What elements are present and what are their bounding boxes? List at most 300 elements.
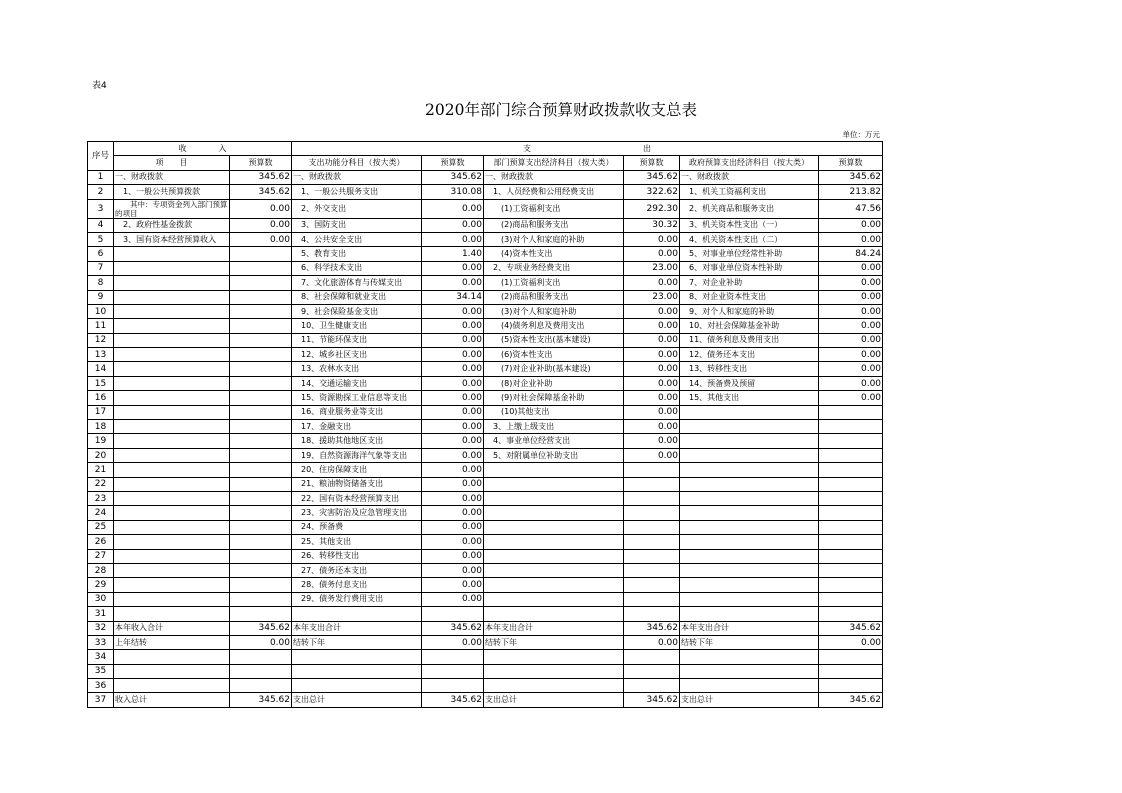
income-amount — [230, 506, 292, 520]
func-item: 12、城乡社区支出 — [292, 348, 422, 362]
gov-econ-item: 14、预备费及预留 — [680, 376, 819, 390]
dept-econ-amount: 23.00 — [624, 261, 680, 275]
gov-econ-item: 7、对企业补助 — [680, 276, 819, 290]
gov-econ-amount — [819, 650, 883, 664]
func-item: 28、债务付息支出 — [292, 578, 422, 592]
income-amount — [230, 549, 292, 563]
row-seq: 14 — [88, 362, 114, 376]
func-amount: 0.00 — [422, 348, 484, 362]
gov-econ-item — [680, 405, 819, 419]
gov-econ-amount — [819, 434, 883, 448]
func-amount — [422, 607, 484, 621]
row-seq: 11 — [88, 319, 114, 333]
table-number-label: 表4 — [92, 81, 107, 91]
gov-econ-amount: 0.00 — [819, 304, 883, 318]
income-item — [114, 405, 230, 419]
header-income: 收 入 — [114, 142, 292, 156]
table-row — [88, 232, 883, 246]
income-amount — [230, 333, 292, 347]
income-item — [114, 578, 230, 592]
income-amount — [230, 463, 292, 477]
gov-econ-item — [680, 420, 819, 434]
income-item: 其中：专项资金列入部门预算的项目 — [115, 199, 228, 218]
gov-econ-item: 支出总计 — [680, 693, 819, 707]
table-row — [88, 635, 883, 649]
gov-econ-item: 10、对社会保障基金补助 — [680, 319, 819, 333]
func-amount: 0.00 — [422, 535, 484, 549]
func-item: 一、财政拨款 — [292, 170, 422, 184]
gov-econ-item — [680, 506, 819, 520]
dept-econ-amount: 345.62 — [624, 170, 680, 184]
table-row — [88, 199, 883, 218]
gov-econ-amount — [819, 420, 883, 434]
dept-econ-amount: 0.00 — [624, 448, 680, 462]
income-amount — [230, 592, 292, 606]
income-item — [114, 535, 230, 549]
gov-econ-amount: 0.00 — [819, 391, 883, 405]
income-item — [114, 491, 230, 505]
func-amount — [422, 650, 484, 664]
dept-econ-item: 1、人员经费和公用经费支出 — [484, 185, 624, 199]
table-row — [88, 477, 883, 491]
income-amount — [230, 319, 292, 333]
func-item: 5、教育支出 — [292, 247, 422, 261]
func-amount: 0.00 — [422, 362, 484, 376]
gov-econ-item — [680, 664, 819, 678]
row-seq: 21 — [88, 463, 114, 477]
income-amount: 345.62 — [230, 185, 292, 199]
row-seq: 27 — [88, 549, 114, 563]
func-amount: 0.00 — [422, 304, 484, 318]
gov-econ-item: 一、财政拨款 — [680, 170, 819, 184]
func-item: 17、金融支出 — [292, 420, 422, 434]
gov-econ-item — [680, 563, 819, 577]
func-amount: 0.00 — [422, 391, 484, 405]
dept-econ-item — [484, 549, 624, 563]
income-item — [114, 276, 230, 290]
gov-econ-amount: 0.00 — [819, 635, 883, 649]
gov-econ-amount — [819, 578, 883, 592]
table-row — [88, 185, 883, 199]
row-seq: 19 — [88, 434, 114, 448]
income-amount: 0.00 — [230, 232, 292, 246]
income-item — [114, 463, 230, 477]
func-amount: 345.62 — [422, 170, 484, 184]
dept-econ-item: (4)资本性支出 — [484, 247, 624, 261]
row-seq: 24 — [88, 506, 114, 520]
table-row — [88, 348, 883, 362]
gov-econ-amount: 0.00 — [819, 276, 883, 290]
func-amount: 0.00 — [422, 232, 484, 246]
gov-econ-amount — [819, 664, 883, 678]
gov-econ-amount: 0.00 — [819, 362, 883, 376]
table-row — [88, 304, 883, 318]
dept-econ-amount: 0.00 — [624, 376, 680, 390]
dept-econ-item: 4、事业单位经营支出 — [484, 434, 624, 448]
func-item: 27、债务还本支出 — [292, 563, 422, 577]
gov-econ-item — [680, 650, 819, 664]
func-amount — [422, 664, 484, 678]
dept-econ-amount — [624, 592, 680, 606]
func-amount: 0.00 — [422, 491, 484, 505]
table-row — [88, 420, 883, 434]
income-amount — [230, 276, 292, 290]
gov-econ-amount — [819, 405, 883, 419]
dept-econ-amount: 0.00 — [624, 333, 680, 347]
table-row — [88, 376, 883, 390]
income-item: 本年收入合计 — [114, 621, 230, 635]
func-amount: 0.00 — [422, 376, 484, 390]
gov-econ-item — [680, 463, 819, 477]
income-amount — [230, 348, 292, 362]
gov-econ-item — [680, 607, 819, 621]
income-item: 收入总计 — [114, 693, 230, 707]
gov-econ-amount: 0.00 — [819, 261, 883, 275]
row-seq: 31 — [88, 607, 114, 621]
func-amount: 0.00 — [422, 563, 484, 577]
header-gov-econ: 政府预算支出经济科目（按大类） — [680, 156, 819, 170]
dept-econ-item: (2)商品和服务支出 — [484, 290, 624, 304]
dept-econ-amount: 0.00 — [624, 391, 680, 405]
income-item — [114, 391, 230, 405]
func-item: 结转下年 — [292, 635, 422, 649]
func-item: 3、国防支出 — [292, 218, 422, 232]
gov-econ-amount: 345.62 — [819, 621, 883, 635]
gov-econ-item: 5、对事业单位经常性补助 — [680, 247, 819, 261]
row-seq: 35 — [88, 664, 114, 678]
gov-econ-item: 9、对个人和家庭的补助 — [680, 304, 819, 318]
row-seq: 9 — [88, 290, 114, 304]
row-seq: 8 — [88, 276, 114, 290]
income-amount — [230, 405, 292, 419]
table-row — [88, 535, 883, 549]
row-seq: 1 — [88, 170, 114, 184]
dept-econ-item — [484, 506, 624, 520]
dept-econ-amount: 292.30 — [624, 199, 680, 218]
income-item — [114, 607, 230, 621]
income-item — [114, 362, 230, 376]
dept-econ-item: (6)资本性支出 — [484, 348, 624, 362]
dept-econ-amount: 0.00 — [624, 348, 680, 362]
income-item: 上年结转 — [114, 635, 230, 649]
table-row — [88, 290, 883, 304]
income-amount — [230, 679, 292, 693]
func-amount: 0.00 — [422, 635, 484, 649]
dept-econ-amount — [624, 463, 680, 477]
gov-econ-item: 13、转移性支出 — [680, 362, 819, 376]
gov-econ-item — [680, 549, 819, 563]
table-row — [88, 592, 883, 606]
func-amount: 345.62 — [422, 621, 484, 635]
gov-econ-amount: 47.56 — [819, 199, 883, 218]
gov-econ-item — [680, 448, 819, 462]
func-item: 21、粮油物资储备支出 — [292, 477, 422, 491]
func-item: 18、援助其他地区支出 — [292, 434, 422, 448]
income-amount — [230, 563, 292, 577]
income-amount: 345.62 — [230, 693, 292, 707]
func-item — [292, 650, 422, 664]
table-row — [88, 170, 883, 184]
row-seq: 10 — [88, 304, 114, 318]
unit-label: 单位：万元 — [842, 130, 880, 139]
header-amount: 预算数 — [819, 156, 883, 170]
dept-econ-amount — [624, 679, 680, 693]
gov-econ-amount — [819, 535, 883, 549]
dept-econ-item — [484, 491, 624, 505]
header-dept-econ: 部门预算支出经济科目（按大类） — [484, 156, 624, 170]
dept-econ-amount — [624, 491, 680, 505]
row-seq: 18 — [88, 420, 114, 434]
income-item — [114, 563, 230, 577]
dept-econ-item — [484, 535, 624, 549]
dept-econ-item — [484, 563, 624, 577]
dept-econ-item: (2)商品和服务支出 — [484, 218, 624, 232]
income-item — [114, 247, 230, 261]
gov-econ-item — [680, 491, 819, 505]
table-row — [88, 506, 883, 520]
gov-econ-amount: 213.82 — [819, 185, 883, 199]
gov-econ-amount: 0.00 — [819, 319, 883, 333]
gov-econ-item: 1、机关工资福利支出 — [680, 185, 819, 199]
func-item: 26、转移性支出 — [292, 549, 422, 563]
row-seq: 22 — [88, 477, 114, 491]
dept-econ-amount: 322.62 — [624, 185, 680, 199]
gov-econ-amount — [819, 506, 883, 520]
func-amount: 0.00 — [422, 592, 484, 606]
row-seq: 26 — [88, 535, 114, 549]
income-amount: 345.62 — [230, 621, 292, 635]
table-row — [88, 434, 883, 448]
gov-econ-amount — [819, 491, 883, 505]
func-item: 16、商业服务业等支出 — [292, 405, 422, 419]
income-amount — [230, 607, 292, 621]
table-row — [88, 362, 883, 376]
row-seq: 33 — [88, 635, 114, 649]
income-amount — [230, 650, 292, 664]
gov-econ-amount: 84.24 — [819, 247, 883, 261]
table-row — [88, 650, 883, 664]
gov-econ-amount: 0.00 — [819, 218, 883, 232]
row-seq: 7 — [88, 261, 114, 275]
dept-econ-item: 一、财政拨款 — [484, 170, 624, 184]
income-amount — [230, 448, 292, 462]
dept-econ-amount: 0.00 — [624, 420, 680, 434]
table-row — [88, 319, 883, 333]
income-amount — [230, 304, 292, 318]
gov-econ-amount — [819, 679, 883, 693]
dept-econ-item: 3、上缴上级支出 — [484, 420, 624, 434]
header-amount: 预算数 — [230, 156, 292, 170]
gov-econ-item — [680, 434, 819, 448]
income-amount — [230, 477, 292, 491]
header-seq: 序号 — [88, 142, 114, 171]
gov-econ-item — [680, 477, 819, 491]
func-amount: 0.00 — [422, 420, 484, 434]
gov-econ-item — [680, 535, 819, 549]
dept-econ-amount: 0.00 — [624, 362, 680, 376]
row-seq: 20 — [88, 448, 114, 462]
dept-econ-item — [484, 477, 624, 491]
func-item: 8、社会保障和就业支出 — [292, 290, 422, 304]
dept-econ-item: 本年支出合计 — [484, 621, 624, 635]
func-amount: 0.00 — [422, 333, 484, 347]
dept-econ-item: (1)工资福利支出 — [484, 199, 624, 218]
dept-econ-item: (8)对企业补助 — [484, 376, 624, 390]
income-item — [114, 376, 230, 390]
income-item: 一、财政拨款 — [114, 170, 230, 184]
gov-econ-amount: 0.00 — [819, 376, 883, 390]
func-amount: 0.00 — [422, 276, 484, 290]
table-row — [88, 563, 883, 577]
dept-econ-amount — [624, 520, 680, 534]
header-row-sub — [88, 156, 883, 170]
func-item — [292, 607, 422, 621]
row-seq: 25 — [88, 520, 114, 534]
table-row — [88, 520, 883, 534]
row-seq: 36 — [88, 679, 114, 693]
dept-econ-item: (5)资本性支出(基本建设) — [484, 333, 624, 347]
table-row — [88, 679, 883, 693]
gov-econ-amount: 0.00 — [819, 232, 883, 246]
income-item — [114, 506, 230, 520]
income-item — [114, 348, 230, 362]
func-amount: 0.00 — [422, 261, 484, 275]
income-item — [114, 290, 230, 304]
dept-econ-item — [484, 664, 624, 678]
row-seq: 37 — [88, 693, 114, 707]
row-seq: 34 — [88, 650, 114, 664]
dept-econ-amount — [624, 535, 680, 549]
row-seq: 5 — [88, 232, 114, 246]
dept-econ-item: 5、对附属单位补助支出 — [484, 448, 624, 462]
income-item — [114, 420, 230, 434]
func-item: 14、交通运输支出 — [292, 376, 422, 390]
table-row — [88, 463, 883, 477]
income-item: 3、国有资本经营预算收入 — [114, 232, 230, 246]
gov-econ-item: 2、机关商品和服务支出 — [680, 199, 819, 218]
row-seq: 16 — [88, 391, 114, 405]
gov-econ-item: 本年支出合计 — [680, 621, 819, 635]
dept-econ-item — [484, 592, 624, 606]
dept-econ-item: (9)对社会保障基金补助 — [484, 391, 624, 405]
table-row — [88, 276, 883, 290]
func-amount: 0.00 — [422, 520, 484, 534]
func-item: 2、外交支出 — [292, 199, 422, 218]
dept-econ-amount — [624, 477, 680, 491]
income-item: 1、一般公共预算拨款 — [114, 185, 230, 199]
income-amount — [230, 420, 292, 434]
func-item — [292, 664, 422, 678]
gov-econ-amount — [819, 592, 883, 606]
dept-econ-item — [484, 463, 624, 477]
func-item: 1、一般公共服务支出 — [292, 185, 422, 199]
income-amount — [230, 664, 292, 678]
dept-econ-amount: 0.00 — [624, 405, 680, 419]
dept-econ-amount: 0.00 — [624, 304, 680, 318]
func-amount: 0.00 — [422, 319, 484, 333]
dept-econ-amount — [624, 650, 680, 664]
func-amount — [422, 679, 484, 693]
table-row — [88, 549, 883, 563]
func-item: 22、国有资本经营预算支出 — [292, 491, 422, 505]
table-row — [88, 391, 883, 405]
dept-econ-item: (7)对企业补助(基本建设) — [484, 362, 624, 376]
func-item: 20、住房保障支出 — [292, 463, 422, 477]
dept-econ-item — [484, 520, 624, 534]
gov-econ-item: 6、对事业单位资本性补助 — [680, 261, 819, 275]
func-amount: 0.00 — [422, 448, 484, 462]
func-amount: 345.62 — [422, 693, 484, 707]
table-row — [88, 578, 883, 592]
table-row — [88, 693, 883, 707]
income-amount — [230, 290, 292, 304]
dept-econ-amount — [624, 549, 680, 563]
gov-econ-item: 4、机关资本性支出（二） — [680, 232, 819, 246]
income-amount — [230, 520, 292, 534]
func-item: 11、节能环保支出 — [292, 333, 422, 347]
func-amount: 0.00 — [422, 199, 484, 218]
func-item: 6、科学技术支出 — [292, 261, 422, 275]
gov-econ-item: 15、其他支出 — [680, 391, 819, 405]
dept-econ-amount: 0.00 — [624, 276, 680, 290]
dept-econ-item: (3)对个人和家庭补助 — [484, 304, 624, 318]
func-amount: 0.00 — [422, 405, 484, 419]
income-item — [114, 549, 230, 563]
page-title: 2020年部门综合预算财政拨款收支总表 — [425, 101, 697, 119]
income-item — [114, 650, 230, 664]
func-item: 本年支出合计 — [292, 621, 422, 635]
func-item: 4、公共安全支出 — [292, 232, 422, 246]
row-seq: 3 — [88, 199, 114, 218]
income-item — [114, 592, 230, 606]
income-amount: 345.62 — [230, 170, 292, 184]
table-row — [88, 448, 883, 462]
dept-econ-amount: 0.00 — [624, 247, 680, 261]
func-item: 7、文化旅游体育与传媒支出 — [292, 276, 422, 290]
header-expense: 支 出 — [292, 142, 883, 156]
row-seq: 12 — [88, 333, 114, 347]
func-item: 23、灾害防治及应急管理支出 — [292, 506, 422, 520]
func-amount: 0.00 — [422, 477, 484, 491]
income-item — [114, 319, 230, 333]
income-amount: 0.00 — [230, 635, 292, 649]
dept-econ-amount: 23.00 — [624, 290, 680, 304]
dept-econ-amount: 345.62 — [624, 693, 680, 707]
income-item — [114, 434, 230, 448]
dept-econ-item — [484, 607, 624, 621]
row-seq: 13 — [88, 348, 114, 362]
gov-econ-item: 8、对企业资本性支出 — [680, 290, 819, 304]
dept-econ-amount: 345.62 — [624, 621, 680, 635]
func-item: 支出总计 — [292, 693, 422, 707]
dept-econ-item: 结转下年 — [484, 635, 624, 649]
func-item — [292, 679, 422, 693]
header-item: 项 目 — [114, 156, 230, 170]
income-item — [114, 448, 230, 462]
dept-econ-amount: 0.00 — [624, 635, 680, 649]
gov-econ-item — [680, 520, 819, 534]
func-item: 9、社会保险基金支出 — [292, 304, 422, 318]
func-item: 25、其他支出 — [292, 535, 422, 549]
header-amount: 预算数 — [624, 156, 680, 170]
gov-econ-item: 结转下年 — [680, 635, 819, 649]
table-row — [88, 621, 883, 635]
header-amount: 预算数 — [422, 156, 484, 170]
table-row — [88, 664, 883, 678]
budget-summary-table — [87, 141, 883, 708]
gov-econ-amount — [819, 477, 883, 491]
income-item — [114, 520, 230, 534]
